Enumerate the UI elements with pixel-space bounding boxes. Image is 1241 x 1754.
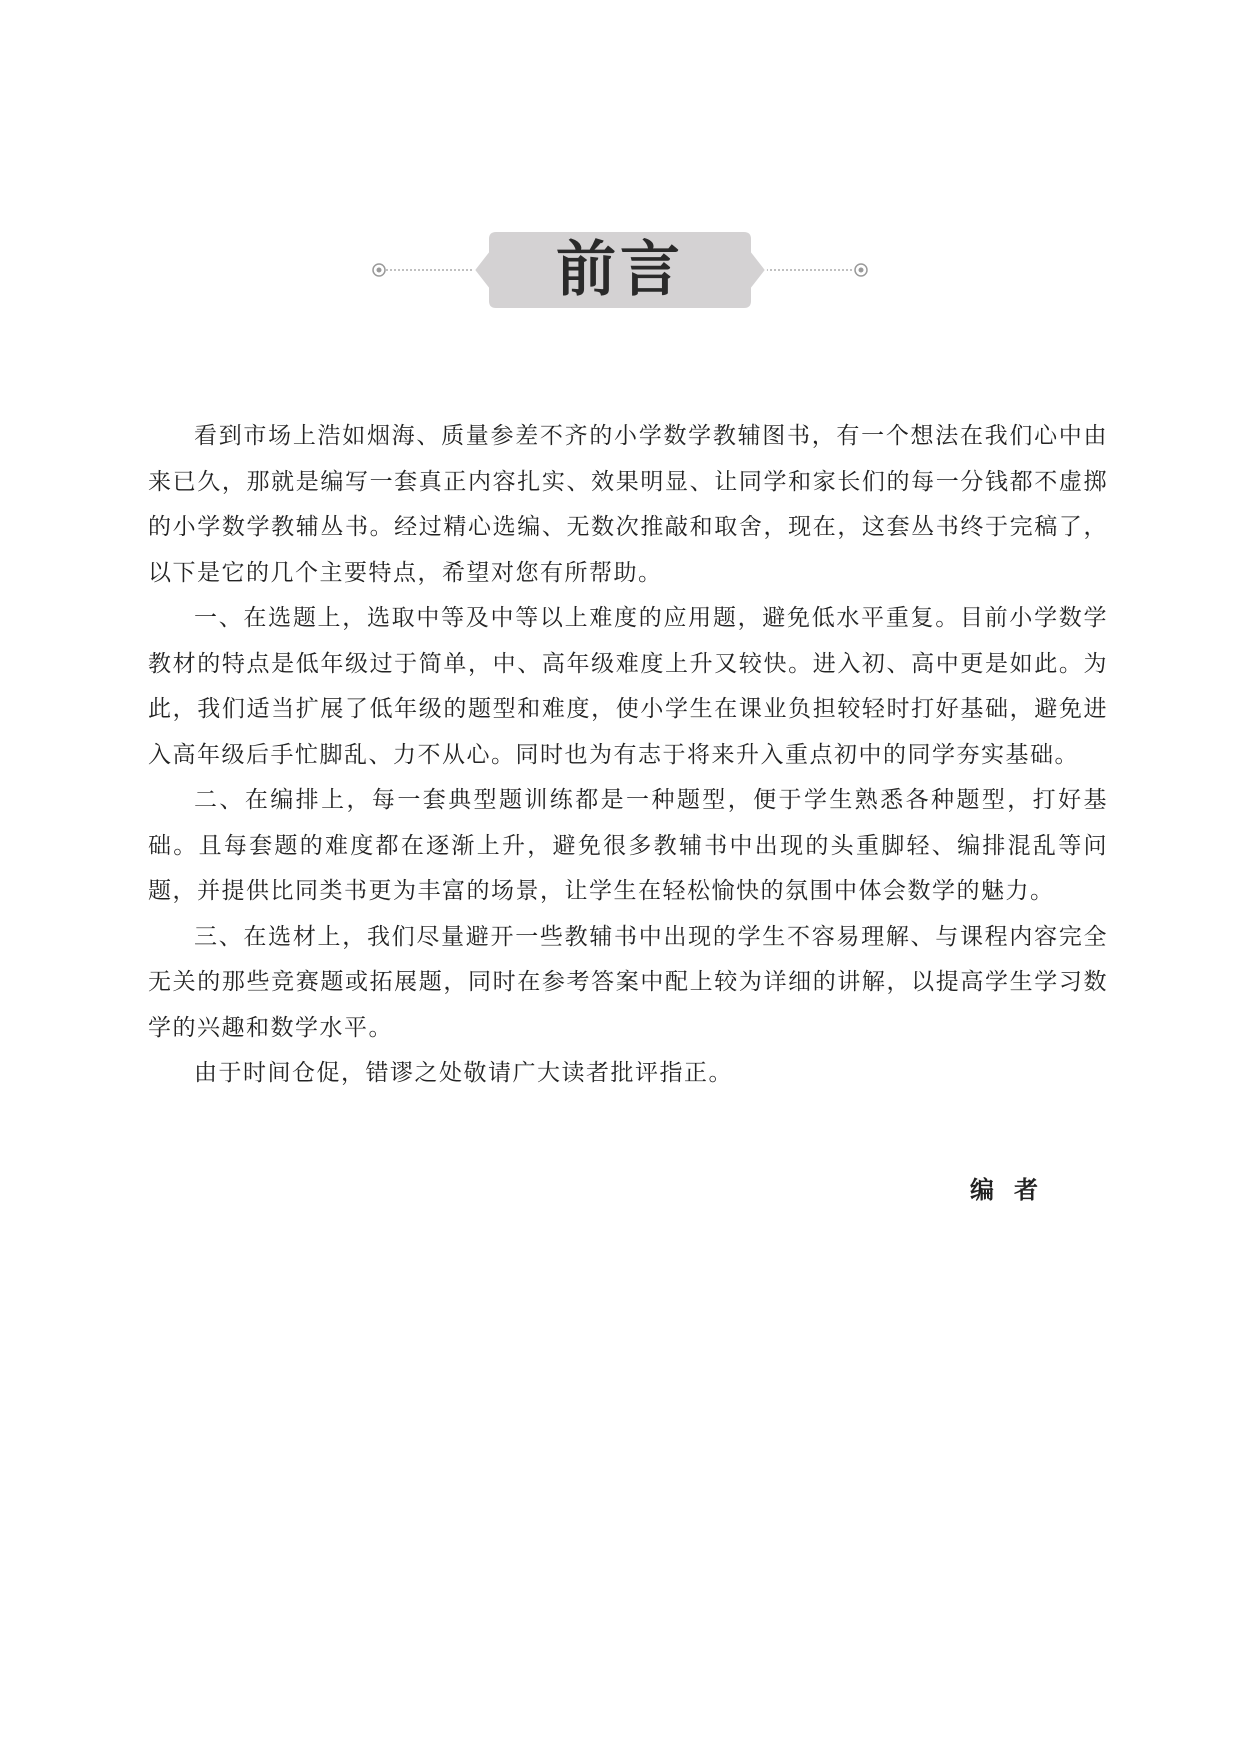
page-title: 前言 xyxy=(556,235,684,305)
paragraph-closing: 由于时间仓促，错谬之处敬请广大读者批评指正。 xyxy=(194,1060,733,1086)
paragraph-intro: 看到市场上浩如烟海、质量参差不齐的小学数学教辅图书，有一个想法在我们心中由来已久，那就是编写一套真正内容扎实、效果明显、让同学和家长们的每一分钱都不虚掷的小学数学教辅丛书。经过精心选编、无数次推敲和取舍，现在，这套丛书终于完稿了，以下是它的几个主要特点，希望对您有所帮助。 xyxy=(148,423,1108,586)
paragraph-point-2: 二、在编排上，每一套典型题训练都是一种题型，便于学生熟悉各种题型，打好基础。且每套题的难度都在逐渐上升，避免很多教辅书中出现的头重脚轻、编排混乱等问题，并提供比同类书更为丰富的场景，让学生在轻松愉快的氛围中体会数学的魅力。 xyxy=(148,787,1108,904)
author-signature: 编者 xyxy=(970,1176,1058,1204)
preface-body xyxy=(148,414,1108,1097)
paragraph-point-3: 三、在选材上，我们尽量避开一些教辅书中出现的学生不容易理解、与课程内容完全无关的那些竞赛题或拓展题，同时在参考答案中配上较为详细的讲解，以提高学生学习数学的兴趣和数学水平。 xyxy=(148,923,1108,1041)
title-banner xyxy=(370,228,870,312)
paragraph-point-1: 一、在选题上，选取中等及中等以上难度的应用题，避免低水平重复。目前小学数学教材的特点是低年级过于简单，中、高年级难度上升又较快。进入初、高中更是如此。为此，我们适当扩展了低年级的题型和难度，使小学生在课业负担较轻时打好基础，避免进入高年级后手忙脚乱、力不从心。同时也为有志于将来升入重点初中的同学夯实基础。 xyxy=(148,605,1108,768)
